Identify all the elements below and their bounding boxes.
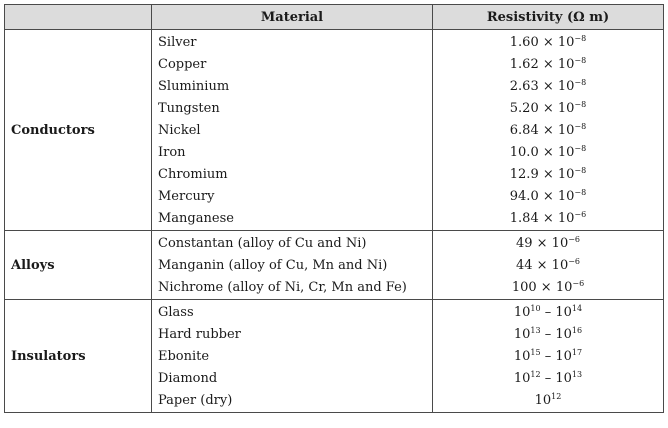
resistivity-value [433,54,663,76]
material-name: Diamond [158,371,218,386]
resistivity-exponent: −6 [574,210,587,219]
range-high-exponent: 16 [571,326,583,335]
category-cell: Conductors [5,30,152,231]
range-high-exponent: 17 [571,348,583,357]
material-cell [152,231,433,300]
table-row-group [5,231,664,300]
range-dash: – [540,349,556,364]
table-row-group [5,300,664,413]
resistivity-exponent: −6 [572,279,585,288]
resistivity-value [433,277,663,299]
resistivity-mantissa: 10.0 [509,145,539,160]
resistivity-exponent: −8 [574,100,587,109]
times-sign: × 10 [538,57,575,72]
table-body [5,30,664,413]
times-sign: × 10 [538,211,575,226]
resistivity-value [433,255,663,277]
range-dash: – [540,305,556,320]
resistivity-cell [433,231,664,300]
resistivity-exponent: −8 [574,144,587,153]
resistivity-value [433,368,663,390]
category-cell: Alloys [5,231,152,300]
resistivity-value [433,208,663,230]
times-sign: × 10 [538,145,575,160]
range-high-exponent: 13 [571,370,583,379]
material-name: Chromium [158,167,228,182]
times-sign: × 10 [536,280,573,295]
range-low-exponent: 12 [551,392,562,401]
range-low-base: 10 [513,349,531,364]
resistivity-mantissa: 6.84 [509,123,539,138]
range-dash: – [540,327,556,342]
resistivity-cell [433,300,664,413]
material-name: Constantan (alloy of Cu and Ni) [158,236,367,251]
resistivity-value [433,390,663,412]
resistivity-mantissa: 1.62 [509,57,539,72]
resistivity-value [433,120,663,142]
resistivity-value [433,233,663,255]
range-high-base: 10 [555,305,572,320]
resistivity-mantissa: 5.20 [509,101,539,116]
resistivity-mantissa: 49 [515,236,533,251]
range-low-base: 10 [513,305,531,320]
resistivity-exponent: −6 [568,257,581,266]
range-dash: – [540,371,556,386]
times-sign: × 10 [538,101,575,116]
resistivity-exponent: −8 [574,78,587,87]
material-name: Ebonite [158,349,210,364]
times-sign: × 10 [532,258,569,273]
resistivity-exponent: −8 [574,166,587,175]
material-name: Nichrome (alloy of Ni, Cr, Mn and Fe) [158,280,407,295]
resistivity-value [433,346,663,368]
resistivity-mantissa: 12.9 [509,167,539,182]
range-low-exponent: 13 [530,326,541,335]
resistivity-value [433,142,663,164]
resistivity-exponent: −8 [574,56,587,65]
header-resistivity: Resistivity (Ω m) [433,5,664,30]
resistivity-mantissa: 44 [515,258,533,273]
range-low-base: 10 [534,393,552,408]
range-high-base: 10 [555,327,572,342]
range-high-base: 10 [555,349,572,364]
resistivity-mantissa: 1.84 [509,211,539,226]
resistivity-value [433,32,663,54]
times-sign: × 10 [538,189,575,204]
range-low-exponent: 15 [530,348,541,357]
header-category [5,5,152,30]
range-high-base: 10 [555,371,572,386]
times-sign: × 10 [538,167,575,182]
material-name: Manganese [158,211,234,226]
material-name: Tungsten [158,101,220,116]
header-material: Material [152,5,433,30]
category-cell: Insulators [5,300,152,413]
material-cell [152,300,433,413]
resistivity-mantissa: 1.60 [509,35,539,50]
material-name: Paper (dry) [158,393,233,408]
material-name: Nickel [158,123,201,138]
material-name: Silver [158,35,197,50]
times-sign: × 10 [538,123,575,138]
resistivity-cell [433,30,664,231]
resistivity-value [433,98,663,120]
resistivity-value [433,164,663,186]
resistivity-exponent: −8 [574,188,587,197]
header-row [5,5,664,30]
range-high-exponent: 14 [571,304,583,313]
material-name: Manganin (alloy of Cu, Mn and Ni) [158,258,388,273]
range-low-exponent: 10 [530,304,541,313]
material-name: Hard rubber [158,327,241,342]
range-low-base: 10 [513,327,531,342]
range-low-exponent: 12 [530,370,541,379]
resistivity-value [433,324,663,346]
material-cell [152,30,433,231]
resistivity-table [4,4,664,413]
times-sign: × 10 [538,35,575,50]
times-sign: × 10 [532,236,569,251]
table-row-group [5,30,664,231]
resistivity-mantissa: 100 [511,280,537,295]
resistivity-value [433,302,663,324]
times-sign: × 10 [538,79,575,94]
material-name: Mercury [158,189,215,204]
resistivity-value [433,186,663,208]
resistivity-exponent: −8 [574,34,587,43]
resistivity-value [433,76,663,98]
material-name: Iron [158,145,186,160]
range-low-base: 10 [513,371,531,386]
resistivity-exponent: −8 [574,122,587,131]
resistivity-mantissa: 94.0 [509,189,539,204]
resistivity-exponent: −6 [568,235,581,244]
resistivity-mantissa: 2.63 [509,79,539,94]
material-name: Copper [158,57,207,72]
material-name: Sluminium [158,79,230,94]
material-name: Glass [158,305,194,320]
